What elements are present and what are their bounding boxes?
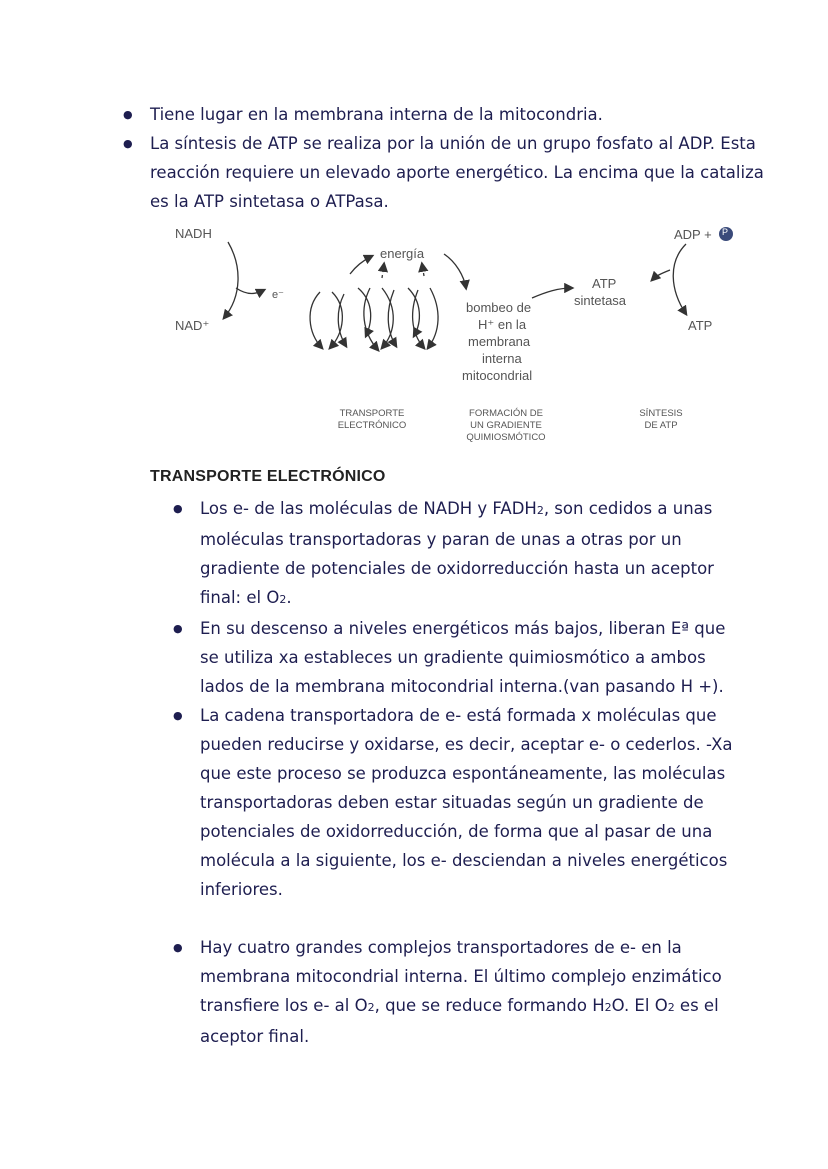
internal-label: interna <box>482 351 522 366</box>
hplus-label: H⁺ en la <box>478 317 527 332</box>
electron-label: e⁻ <box>272 289 284 301</box>
atp-synthetase-label: ATP <box>592 276 617 291</box>
synthetase-label: sintetasa <box>574 293 627 308</box>
bullet-four-complexes: ● Hay cuatro grandes complejos transportadores de e- en la membrana mitocondrial interna. El último complejo enzimático transfiere los e- al O2, que se reduce formando H2O. El O2 es el aceptor final. <box>200 933 740 1051</box>
bullet-location: ● Tiene lugar en la membrana interna de la mitocondria. <box>150 100 770 129</box>
caption-atp-synthesis: SÍNTESIS DE ATP <box>639 408 683 431</box>
electron-release-arrow <box>236 288 264 294</box>
atp-output-label: ATP <box>688 318 713 333</box>
transport-arrow-1 <box>310 292 322 348</box>
intro-bullet-list <box>150 100 770 216</box>
energy-label: energía <box>380 246 425 261</box>
caption-electron-transport: TRANSPORTE ELECTRÓNICO <box>337 408 407 431</box>
bullet-energy-release: ● En su descenso a niveles energéticos más bajos, liberan Eª que se utiliza xa estableces un gradiente quimiosmótico a ambos lados de la membrana mitocondrial interna.(van pasando H +). <box>200 614 740 701</box>
bullet-transport-chain: ● La cadena transportadora de e- está formada x moléculas que pueden reducirse y oxidarse, es decir, aceptar e- o cederlos. -Xa que este proceso se produzca espontáneamente, las moléculas transportadoras deben estar situadas según un gradiente de potenciales de oxidorreducción, de forma que al pasar de una molécula a la siguiente, los e- desciendan a niveles energéticos inferiores. <box>200 701 740 904</box>
transport-bullet-list <box>200 494 740 1051</box>
bullet-electron-donors: ● Los e- de las moléculas de NADH y FADH2, son cedidos a unas moléculas transportadoras y paran de unas a otras por un gradiente de potenciales de oxidorreducción hasta un aceptor final: el O2. <box>200 494 740 614</box>
nad-label: NAD⁺ <box>175 318 210 333</box>
membrane-label: membrana <box>468 334 531 349</box>
nadh-to-nad-arrow <box>224 242 238 318</box>
energy-arrow-1 <box>350 256 372 274</box>
mitochondrial-label: mitocondrial <box>462 368 533 383</box>
phosphate-label: P <box>722 227 729 237</box>
caption-chemiosmotic-gradient: FORMACIÓN DE UN GRADIENTE QUIMIOSMÓTICO <box>466 408 546 443</box>
bullet-atp-synthesis: ● La síntesis de ATP se realiza por la unión de un grupo fosfato al ADP. Esta reacción requiere un elevado aporte energético. La encima que la cataliza es la ATP sintetasa o ATPasa. <box>150 129 770 216</box>
pump-to-synthetase-arrow <box>532 288 572 298</box>
atp-synthesis-diagram <box>160 218 760 458</box>
adp-label: ADP + <box>674 227 712 242</box>
nadh-label: NADH <box>175 226 212 241</box>
section-heading: TRANSPORTE ELECTRÓNICO <box>150 468 386 485</box>
pumping-label: bombeo de <box>466 300 532 315</box>
adp-to-atp-arrow <box>673 244 686 314</box>
transport-arrow-3 <box>413 290 424 348</box>
energy-arrow-2 <box>444 254 466 288</box>
